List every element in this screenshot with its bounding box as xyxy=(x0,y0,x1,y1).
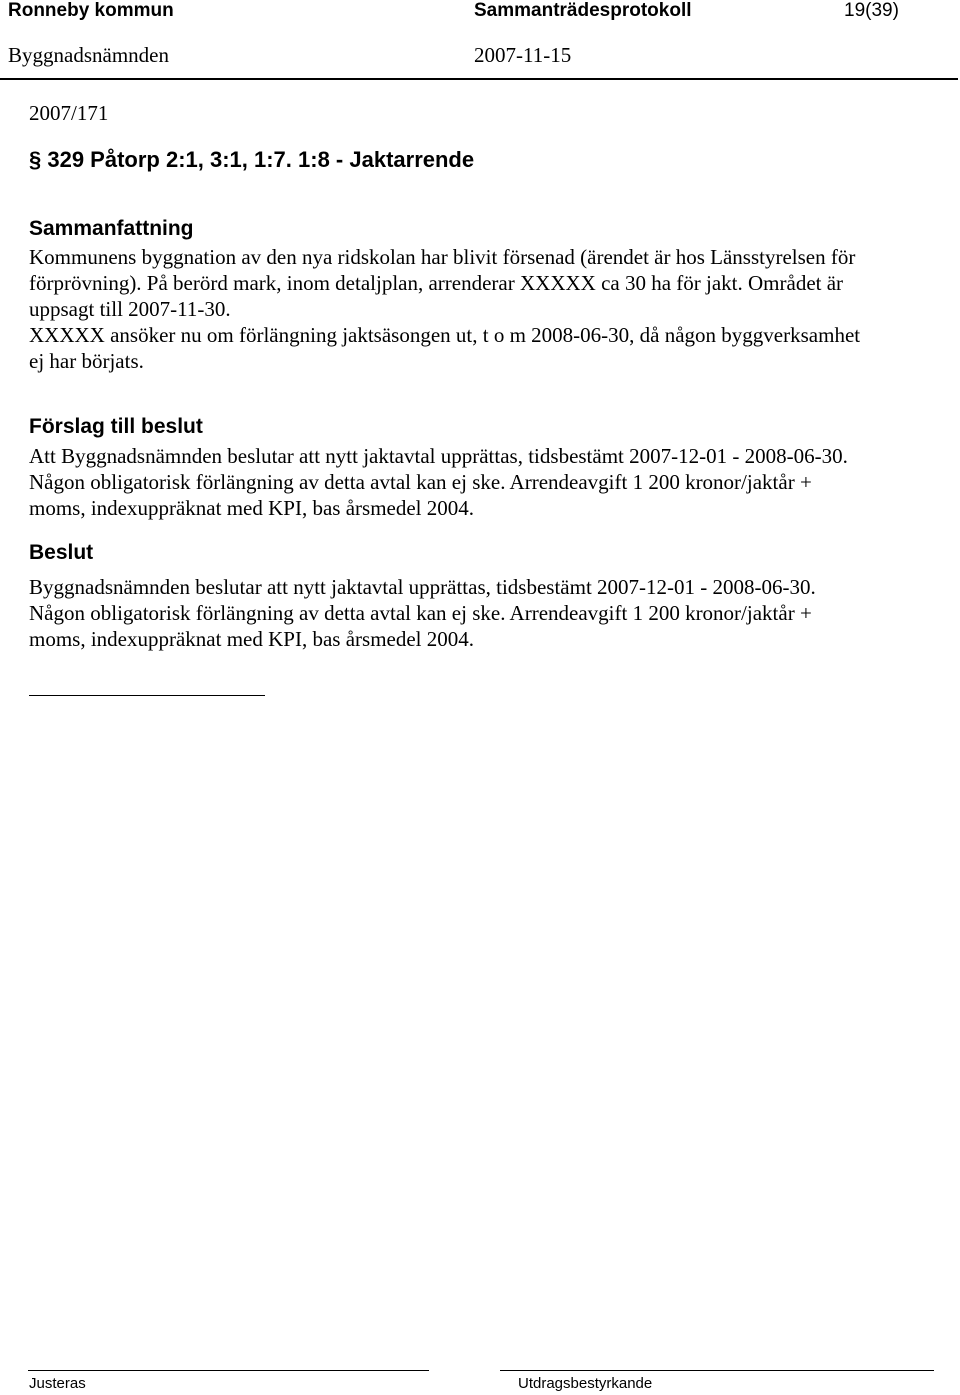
proposal-text xyxy=(29,443,929,521)
summary-text xyxy=(29,244,929,374)
proposal-heading: Förslag till beslut xyxy=(29,415,203,438)
justeras-label: Justeras xyxy=(29,1375,86,1392)
paragraph-title: § 329 Påtorp 2:1, 3:1, 1:7. 1:8 - Jaktarrende xyxy=(29,147,475,172)
proposal-line: Att Byggnadsnämnden beslutar att nytt jaktavtal upprättas, tidsbestämt 2007-12-01 - 2008-06-30. xyxy=(29,444,848,468)
municipality-name: Ronneby kommun xyxy=(8,0,174,21)
decision-line: moms, indexuppräknat med KPI, bas årsmedel 2004. xyxy=(29,627,474,651)
end-of-section-rule xyxy=(29,695,265,696)
decision-heading: Beslut xyxy=(29,541,94,564)
summary-line: ej har börjats. xyxy=(29,349,144,373)
utdragsbestyrkande-label: Utdragsbestyrkande xyxy=(518,1375,653,1392)
board-name: Byggnadsnämnden xyxy=(8,43,169,67)
case-number: 2007/171 xyxy=(29,101,109,125)
document-type: Sammanträdesprotokoll xyxy=(474,0,692,21)
justeras-signature-line xyxy=(28,1370,429,1371)
meeting-date: 2007-11-15 xyxy=(474,43,572,67)
decision-text xyxy=(29,574,929,652)
summary-heading: Sammanfattning xyxy=(29,217,194,240)
utdragsbestyrkande-signature-line xyxy=(500,1370,934,1371)
header-divider xyxy=(0,78,958,80)
decision-line: Någon obligatorisk förlängning av detta avtal kan ej ske. Arrendeavgift 1 200 kronor/jaktår + xyxy=(29,601,812,625)
summary-line: Kommunens byggnation av den nya ridskolan har blivit försenad (ärendet är hos Länsstyrelsen för xyxy=(29,245,856,269)
proposal-line: moms, indexuppräknat med KPI, bas årsmedel 2004. xyxy=(29,496,474,520)
summary-line: uppsagt till 2007-11-30. xyxy=(29,297,231,321)
decision-line: Byggnadsnämnden beslutar att nytt jaktavtal upprättas, tidsbestämt 2007-12-01 - 2008-06-30. xyxy=(29,575,816,599)
proposal-line: Någon obligatorisk förlängning av detta avtal kan ej ske. Arrendeavgift 1 200 kronor/jaktår + xyxy=(29,470,812,494)
summary-line: XXXXX ansöker nu om förlängning jaktsäsongen ut, t o m 2008-06-30, då någon byggverksamhet xyxy=(29,323,861,347)
summary-line: förprövning). På berörd mark, inom detaljplan, arrenderar XXXXX ca 30 ha för jakt. Området är xyxy=(29,271,844,295)
page-number: 19(39) xyxy=(844,0,899,21)
